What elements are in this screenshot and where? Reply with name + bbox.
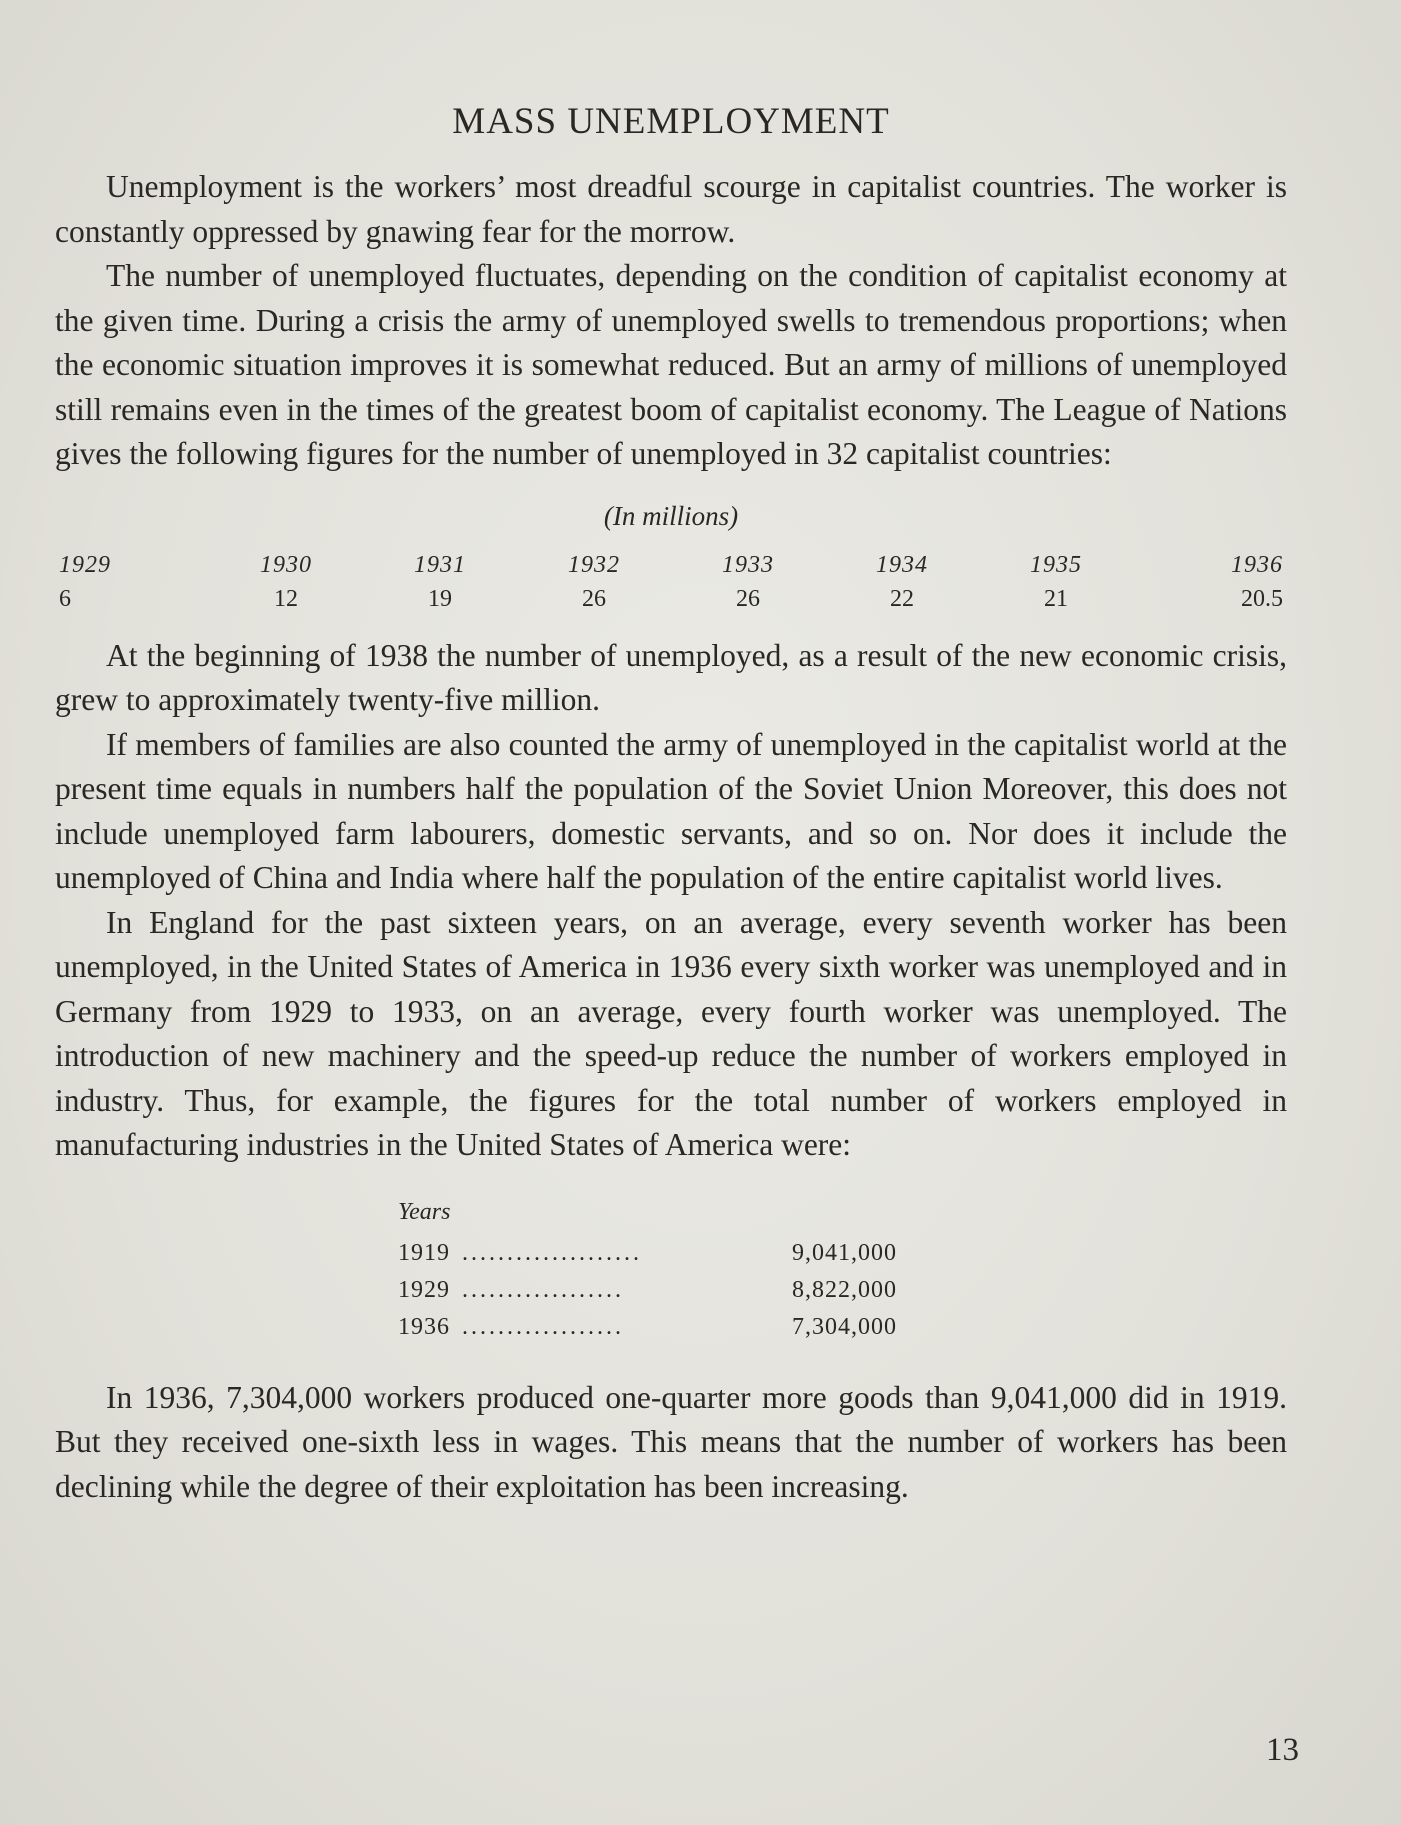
- year-cell: 1930: [260, 551, 312, 578]
- year-cell: 1931: [414, 551, 466, 578]
- year-cell: 1936: [398, 1313, 450, 1340]
- table-column: [1133, 548, 1287, 616]
- paragraph-4: If members of families are also counted the army of unemployed in the capitalist world at the present time equals in numbers half the population of the Soviet Union Moreover, this does not include unemployed farm labourers, domestic servants, and so on. Nor does it include the unemployed of China and India where half the population of the entire capitalist world lives.: [55, 726, 1287, 895]
- workers-table: [398, 1194, 1287, 1346]
- value-cell: 8,822,000: [792, 1276, 897, 1303]
- paragraph-6: In 1936, 7,304,000 workers produced one-quarter more goods than 9,041,000 did in 1919. But they received one-sixth less in wages. This means that the number of workers has been declining while the degree of their exploitation has been increasing.: [55, 1379, 1287, 1504]
- book-page: [55, 100, 1287, 1509]
- value-cell: 22: [890, 585, 914, 612]
- value-cell: 9,041,000: [792, 1239, 897, 1266]
- paragraph-5: In England for the past sixteen years, on an average, every seventh worker has been unemployed, in the United States of America in 1936 every sixth worker was unemployed and in Germany from 1929 to 1933, on an average, every fourth worker was unemployed. The introduction of new machinery and the speed-up reduce the number of workers employed in industry. Thus, for example, the figures for the total number of workers employed in manufacturing industries in the United States of America were:: [55, 904, 1287, 1162]
- page-title: MASS UNEMPLOYMENT: [452, 101, 890, 142]
- table-column: [55, 548, 209, 616]
- table-column: [825, 548, 979, 616]
- page-number: 13: [1266, 1732, 1299, 1768]
- value-cell: 20.5: [1241, 585, 1283, 612]
- table-column: [979, 548, 1133, 616]
- value-cell: 12: [274, 585, 298, 612]
- value-cell: 6: [59, 585, 71, 612]
- year-cell: 1935: [1030, 551, 1082, 578]
- value-cell: 7,304,000: [792, 1313, 897, 1340]
- unemployment-table: [55, 548, 1287, 616]
- value-cell: 26: [736, 585, 760, 612]
- value-cell: 19: [428, 585, 452, 612]
- year-cell: 1929: [59, 551, 111, 578]
- table-column: [209, 548, 363, 616]
- value-cell: 26: [582, 585, 606, 612]
- year-cell: 1936: [1231, 551, 1283, 578]
- year-cell: 1933: [722, 551, 774, 578]
- leader-dots: ..................: [462, 1276, 624, 1303]
- year-cell: 1934: [876, 551, 928, 578]
- year-cell: 1929: [398, 1276, 450, 1303]
- paragraph-2: The number of unemployed fluctuates, depending on the condition of capitalist economy at the given time. During a crisis the army of unemployed swells to tremendous proportions; when the economic situation improves it is somewhat reduced. But an army of millions of unemployed still remains even in the times of the greatest boom of capitalist economy. The League of Nations gives the following figures for the number of unemployed in 32 capitalist countries:: [55, 258, 1287, 471]
- table-column: [363, 548, 517, 616]
- table-column: [517, 548, 671, 616]
- unemployment-table-caption: (In millions): [603, 500, 739, 531]
- paragraph-1: Unemployment is the workers’ most dreadful scourge in capitalist countries. The worker is constantly oppressed by gnawing fear for the morrow.: [55, 169, 1287, 249]
- leader-dots: ....................: [462, 1239, 642, 1266]
- table-row: [398, 1235, 1287, 1272]
- paragraph-3: At the beginning of 1938 the number of unemployed, as a result of the new economic crisis, grew to approximately twenty-five million.: [55, 637, 1287, 717]
- table-row: [398, 1309, 1287, 1346]
- workers-table-header: Years: [398, 1198, 451, 1225]
- leader-dots: ..................: [462, 1313, 624, 1340]
- value-cell: 21: [1044, 585, 1068, 612]
- table-column: [671, 548, 825, 616]
- year-cell: 1919: [398, 1239, 450, 1266]
- table-row: [398, 1272, 1287, 1309]
- year-cell: 1932: [568, 551, 620, 578]
